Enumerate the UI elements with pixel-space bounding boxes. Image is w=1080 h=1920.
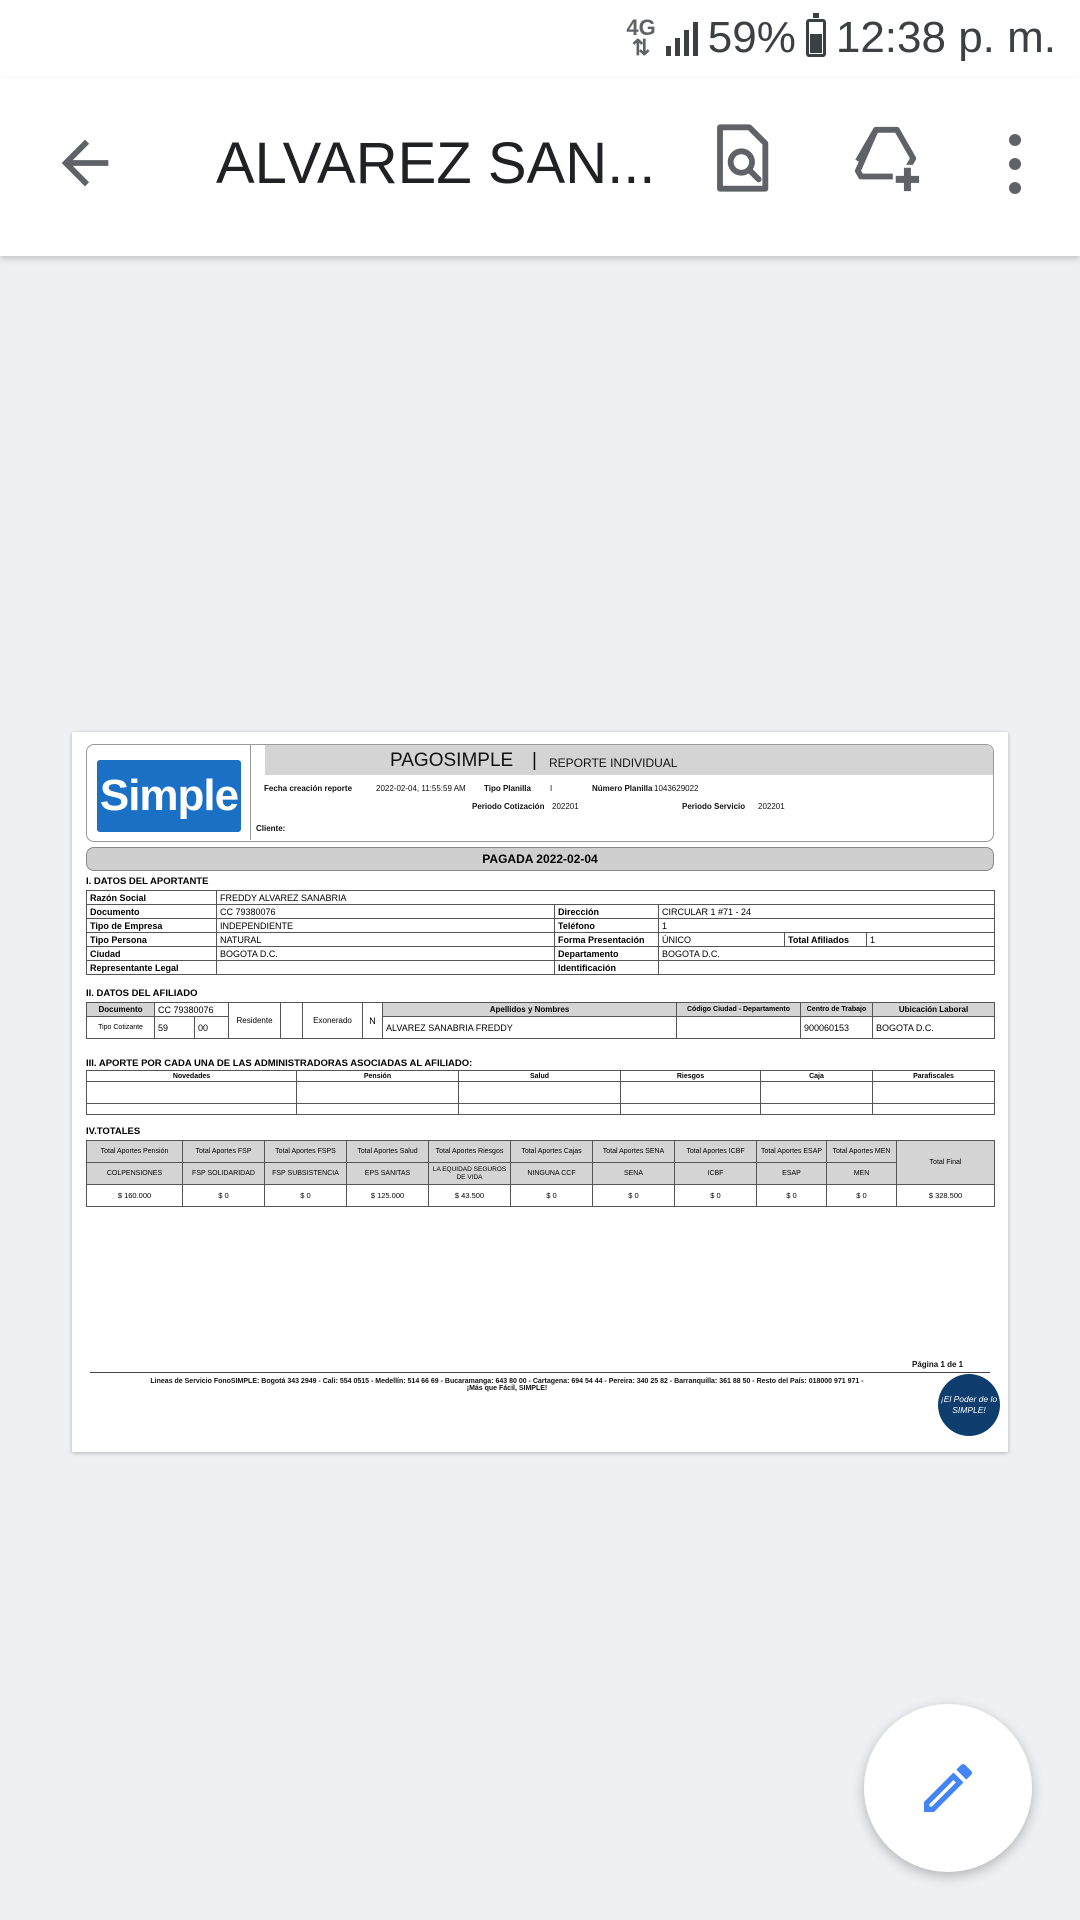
clock: 12:38 p. m. [835,13,1056,62]
battery-icon [806,19,826,57]
document-page[interactable]: Simple PAGOSIMPLE | REPORTE INDIVIDUAL Fecha creación reporte 2022-02-04, 11:55:59 AM Tipo Planilla I Número Planilla 1043629022 Periodo Cotización 202201 Periodo Servicio 202201 Cliente: PAGADA 2022-02-04 I. DATOS DEL APORTANTE Razón Social FREDDY ALVAREZ SANABRIA Documento CC 79380076 Dirección CIRCULAR 1 #71 - 24 Tipo de Empresa INDEPENDIENTE Teléfono 1 Tipo Persona NATURAL Forma Presentación ÚNICO Total Afiliados 1 Ciudad BOGOTA D.C. Departamento BOGOTA D.C. Representante Legal Identificación II. DATOS DEL AFILIADO Documento CC 79380076 Residente Exonerado N Apellidos y Nombres Código Ciudad - Departamento Centro de Trabajo Ubicación Laboral Tipo Cotizante 59 00 ALVAREZ SANABRIA FREDDY 900060153 BOGOTA D.C. III. APORTE POR CADA UNA DE LAS ADMINISTRADORAS ASOCIADAS AL AFILIADO: Novedades Pensión Salud Riesgos Caja Parafiscales IV.TOTALES Total Aportes Pensión Total Aportes FSP Total Aportes FSPS Total Aportes Salud Total Aportes Riesgos Total Aportes Cajas Total Aportes SENA Total Aportes ICBF Total Aportes ESAP Total Aportes MEN Total Final COLPENSIONES FSP SOLIDARIDAD FSP SUBSISTENCIA EPS SANITAS LA EQUIDAD SEGUROS DE VIDA NINGUNA CCF SENA ICBF ESAP MEN $ 160.000 $ 0 $ 0 $ 125.000 $ 43.500 $ 0 $ 0 $ 0 $ 0 $ 0 $ 328.500 Página 1 de 1 Lineas de Servicio FonoSIMPLE: Bogotá 343 2949 - Cali: 554 0515 - Medellín: 514 66 69 - Bucaramanga: 643 80 00 - Cartagena: 694 54 44 - Pereira: 340 25 82 - Barranquilla: 361 88 50 - Resto del País: 018000 971 971 - ¡Más que Fácil, SIMPLE! ¡El Poder de lo SIMPLE! [72,732,1008,1452]
section-aportante: I. DATOS DEL APORTANTE [86,876,209,887]
document-title: ALVAREZ SAN... [216,131,656,196]
network-type: 4G [626,15,656,40]
section-aportes: III. APORTE POR CADA UNA DE LAS ADMINISTRADORAS ASOCIADAS AL AFILIADO: [86,1058,473,1069]
afiliado-table: Documento CC 79380076 Residente Exonerado N Apellidos y Nombres Código Ciudad - Departamento Centro de Trabajo Ubicación Laboral Tipo Cotizante 59 00 ALVAREZ SANABRIA FREDDY 900060153 BOGOTA D.C. [86,1002,995,1039]
app-bar [0,78,1080,256]
back-button[interactable] [50,128,120,198]
report-type: REPORTE INDIVIDUAL [549,756,678,770]
save-to-drive-button[interactable] [852,124,922,199]
status-bar [0,0,1080,78]
document-search-icon [712,122,776,194]
footer-lines: Lineas de Servicio FonoSIMPLE: Bogotá 343 2949 - Cali: 554 0515 - Medellín: 514 66 69 - Bucaramanga: 643 80 00 - Cartagena: 694 54 44 - Pereira: 340 25 82 - Barranquilla: 361 88 50 - Resto del País: 018000 971 971 - ¡Más que Fácil, SIMPLE! [150,1378,864,1392]
status-paid-banner: PAGADA 2022-02-04 [86,847,994,871]
fecha-value: 2022-02-04, 11:55:59 AM [376,784,466,793]
pencil-icon [916,1756,980,1820]
page-number: Página 1 de 1 [912,1360,964,1369]
more-options-button[interactable] [1000,128,1030,198]
slogan-badge: ¡El Poder de lo SIMPLE! [938,1374,1000,1436]
signal-icon [666,20,698,56]
total-final-value: $ 328.500 [897,1185,995,1207]
drive-add-icon [852,124,922,194]
arrow-left-icon [50,128,120,198]
section-afiliado: II. DATOS DEL AFILIADO [86,988,198,999]
totales-table: Total Aportes Pensión Total Aportes FSP Total Aportes FSPS Total Aportes Salud Total Aportes Riesgos Total Aportes Cajas Total Aportes SENA Total Aportes ICBF Total Aportes ESAP Total Aportes MEN Total Final COLPENSIONES FSP SOLIDARIDAD FSP SUBSISTENCIA EPS SANITAS LA EQUIDAD SEGUROS DE VIDA NINGUNA CCF SENA ICBF ESAP MEN $ 160.000 $ 0 $ 0 $ 125.000 $ 43.500 $ 0 $ 0 $ 0 $ 0 $ 0 $ 328.500 [86,1140,995,1207]
aportes-table: Novedades Pensión Salud Riesgos Caja Parafiscales [86,1070,995,1115]
numero-planilla: 1043629022 [654,784,699,793]
simple-logo: Simple [97,760,241,832]
network-type-icon: 4G ⇅ [626,15,656,60]
search-in-document-button[interactable] [712,122,776,199]
edit-button[interactable] [864,1704,1032,1872]
section-totales: IV.TOTALES [86,1126,141,1137]
brand-title: PAGOSIMPLE [390,750,514,771]
aportante-table: Razón Social FREDDY ALVAREZ SANABRIA Documento CC 79380076 Dirección CIRCULAR 1 #71 - 24 Tipo de Empresa INDEPENDIENTE Teléfono 1 Tipo Persona NATURAL Forma Presentación ÚNICO Total Afiliados 1 Ciudad BOGOTA D.C. Departamento BOGOTA D.C. Representante Legal Identificación [86,890,995,975]
more-vert-icon [1000,134,1030,194]
battery-percent: 59% [707,13,796,62]
